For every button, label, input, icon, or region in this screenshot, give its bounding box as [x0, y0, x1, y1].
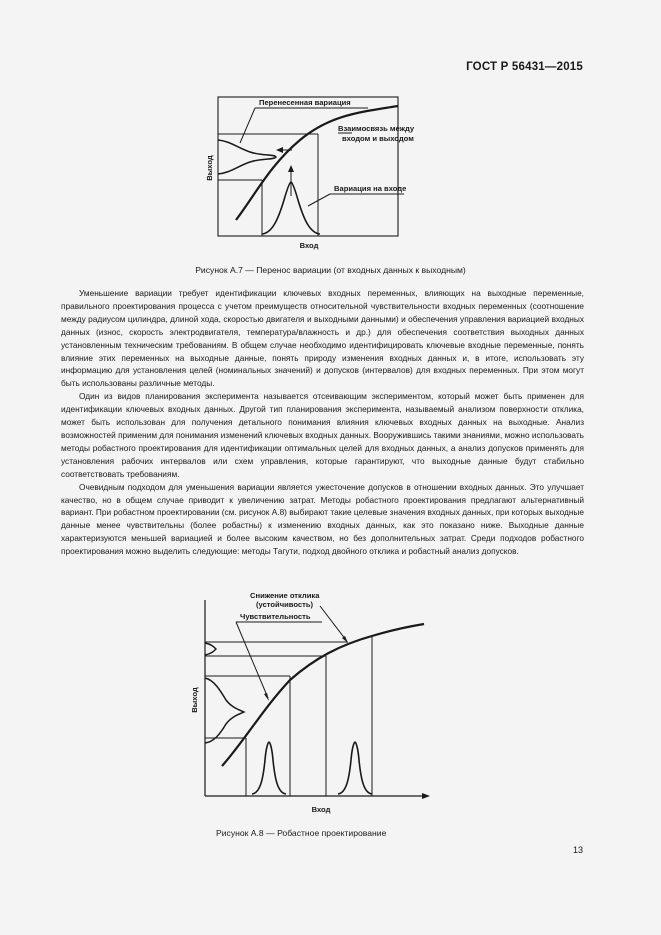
leader-response	[320, 606, 346, 640]
paragraph: Один из видов планирования эксперимента называется отсеивающим экспериментом, который может быть применен для идентификации ключевых входных данных. Другой тип планирования эксперимента, называемый анализом поверхности отклика, может быть использован для получения детального понимания влияния ключевых входных данных на выходные. Анализ возможностей применим для понимания изменений ключевых входных данных. Вооружившись такими знаниями, можно использовать методы робастного проектирования для идентификации оптимальных целей для входных данных, а анализ допусков применять для установления рабочих интервалов или схем управления, которые гарантируют, что выходные данные будут стабильно соответствовать требованиям.	[61, 391, 584, 479]
axis-y-label: Выход	[190, 687, 199, 713]
axis-y-label: Выход	[205, 155, 214, 181]
output-distribution	[218, 140, 276, 174]
label-response-line1: Снижение отклика	[250, 591, 320, 600]
figure-a7-diagram	[0, 88, 661, 258]
output-distribution-large	[205, 678, 244, 743]
label-relation-line1: Взаимосвязь между	[338, 124, 415, 133]
label-response-line2: (устойчивость)	[256, 600, 314, 609]
paragraph: Уменьшение вариации требует идентификации ключевых входных переменных, влияющих на выходные переменные, правильного проектирования процесса с учетом преимуществ относительной чувствительности входных переменных (соотношение между радиусом цилиндра, длиной хода, скоростью двигателя и выходными данными) и обеспечения управления вариацией входных данных (износ, скорость электродвигателя, температура/влажность и др.) для обеспечения соответствия выходных данных установленным техническим требованиям. В общем случае необходимо идентифицировать ключевые входные переменные, понять влияние этих переменных на выходные данные, понять природу изменения входных данных и, в итоге, использовать эту информацию для установления целей (номинальных значений) и допусков (интервалов) для входных переменных. При этом могут быть использованы различные методы.	[61, 288, 584, 389]
leader-transferred	[240, 108, 255, 143]
leader-arrow	[264, 693, 269, 701]
standard-id: ГОСТ Р 56431—2015	[466, 61, 583, 73]
x-axis-arrow	[422, 793, 430, 799]
label-relation-line2: входом и выходом	[342, 134, 414, 143]
input-distribution-right	[338, 742, 372, 794]
paragraph: Очевидным подходом для уменьшения вариации является ужесточение допусков в отношении входных данных. Это улучшает качество, но в общем случае приводит к увеличению затрат. Методы робастного проектирования предлагают альтернативный вариант. При робастном проектировании (см. рисунок А.8) выбирают такие целевые значения входных данных, при которых выходные данные менее чувствительны (более робастны) к изменению входных данных, как это показано ниже. Выходные данные характеризуются меньшей вариацией и более высоким качеством, но без дополнительных затрат. Среди подходов робастного проектирования можно выделить следующие: методы Тагути, подход двойного отклика и робастный анализ допусков.	[61, 481, 584, 557]
input-distribution-left	[252, 742, 286, 794]
plot-frame	[218, 97, 398, 236]
axis-x-label: Вход	[299, 241, 319, 250]
leader-input	[308, 194, 330, 206]
output-distribution-small	[205, 643, 216, 655]
page-number: 13	[573, 845, 584, 855]
arrow-head	[288, 165, 294, 172]
figure-a8-caption: Рисунок А.8 — Робастное проектирование	[216, 828, 387, 838]
label-input-variation: Вариация на входе	[334, 184, 407, 193]
arrow-head	[276, 147, 283, 153]
label-transferred-variation: Перенесенная вариация	[259, 98, 351, 107]
response-curve	[222, 624, 424, 766]
body-text	[61, 287, 584, 558]
figure-a7-caption: Рисунок А.7 — Перенос вариации (от входных данных к выходным)	[195, 265, 466, 275]
figure-a8-diagram	[0, 586, 661, 818]
label-sensitivity: Чувствительность	[240, 612, 311, 621]
axis-x-label: Вход	[311, 805, 331, 814]
leader-sensitivity	[236, 622, 268, 698]
